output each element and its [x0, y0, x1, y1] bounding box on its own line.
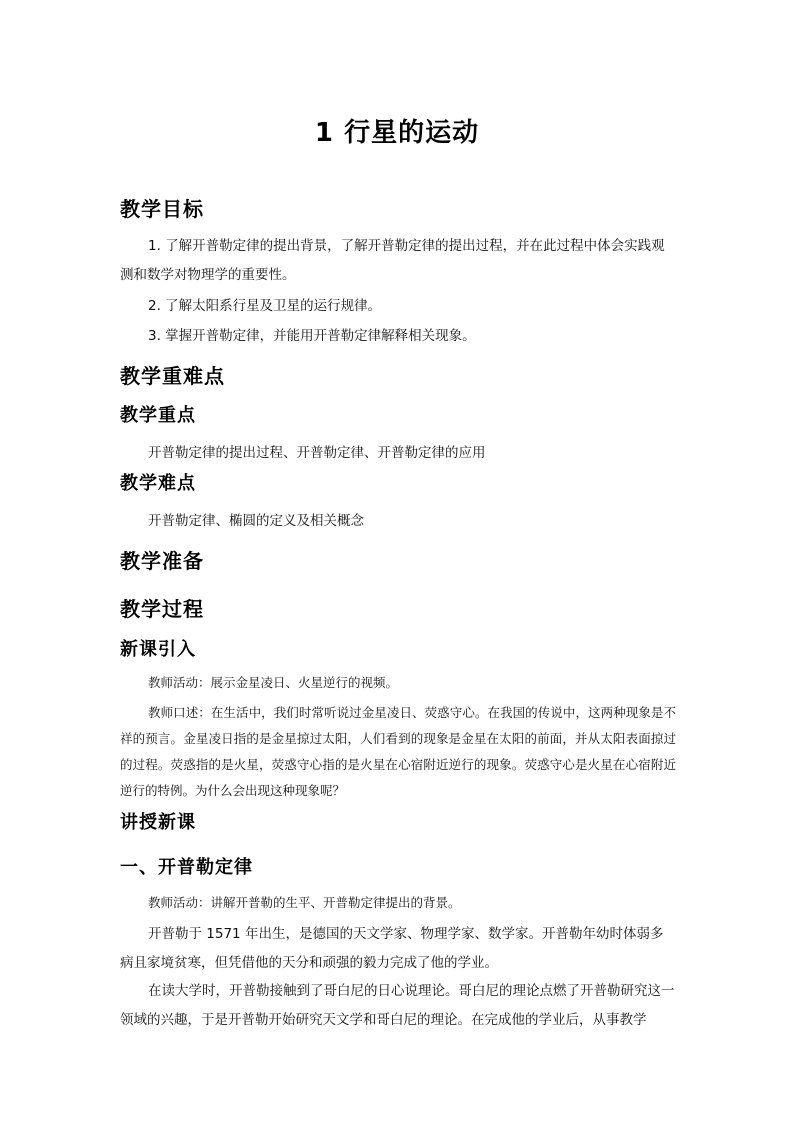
heading-key-points: 教学重难点	[120, 364, 225, 388]
heading-objectives: 教学目标	[120, 197, 204, 221]
page-title: 1 行星的运动	[314, 118, 480, 148]
focus-text: 开普勒定律的提出过程、开普勒定律、开普勒定律的应用	[148, 445, 486, 461]
heading-new-lesson: 讲授新课	[120, 812, 196, 833]
part1-paragraph-1: 开普勒于 1571 年出生，是德国的天文学家、物理学家、数学家。开普勒年幼时体弱多病且家境贫寒，但凭借他的天分和顽强的毅力完成了他的学业。	[120, 926, 664, 971]
part1-paragraph-2: 在读大学时，开普勒接触到了哥白尼的日心说理论。哥白尼的理论点燃了开普勒研究这一领域的兴趣，于是开普勒开始研究天文学和哥白尼的理论。在完成他的学业后，从事教学	[120, 983, 675, 1028]
objective-item-3: 3. 掌握开普勒定律，并能用开普勒定律解释相关现象。	[148, 328, 476, 344]
heading-process: 教学过程	[120, 597, 204, 621]
difficulty-text: 开普勒定律、椭圆的定义及相关概念	[148, 513, 364, 529]
objective-item-1: 1. 了解开普勒定律的提出背景，了解开普勒定律的提出过程，并在此过程中体会实践观测和数学对物理学的重要性。	[120, 238, 665, 283]
heading-intro: 新课引入	[120, 639, 196, 660]
heading-difficulty: 教学难点	[120, 473, 196, 494]
heading-focus: 教学重点	[120, 405, 196, 426]
heading-part1: 一、开普勒定律	[120, 857, 253, 878]
intro-activity: 教师活动：展示金星凌日、火星逆行的视频。	[148, 675, 399, 690]
intro-speech: 教师口述：在生活中，我们时常听说过金星凌日、荧惑守心。在我国的传说中，这两种现象是不祥的预言。金星凌日指的是金星掠过太阳，人们看到的现象是金星在太阳的前面，并从太阳表面掠过的过程。荧惑指的是火星，荧惑守心指的是火星在心宿附近逆行的现象。荧惑守心是火星在心宿附近逆行的特例。为什么会出现这种现象呢？	[120, 705, 676, 798]
part1-activity: 教师活动：讲解开普勒的生平、开普勒定律提出的背景。	[148, 895, 461, 910]
objective-item-2: 2. 了解太阳系行星及卫星的运行规律。	[148, 298, 382, 314]
heading-preparation: 教学准备	[120, 549, 204, 573]
